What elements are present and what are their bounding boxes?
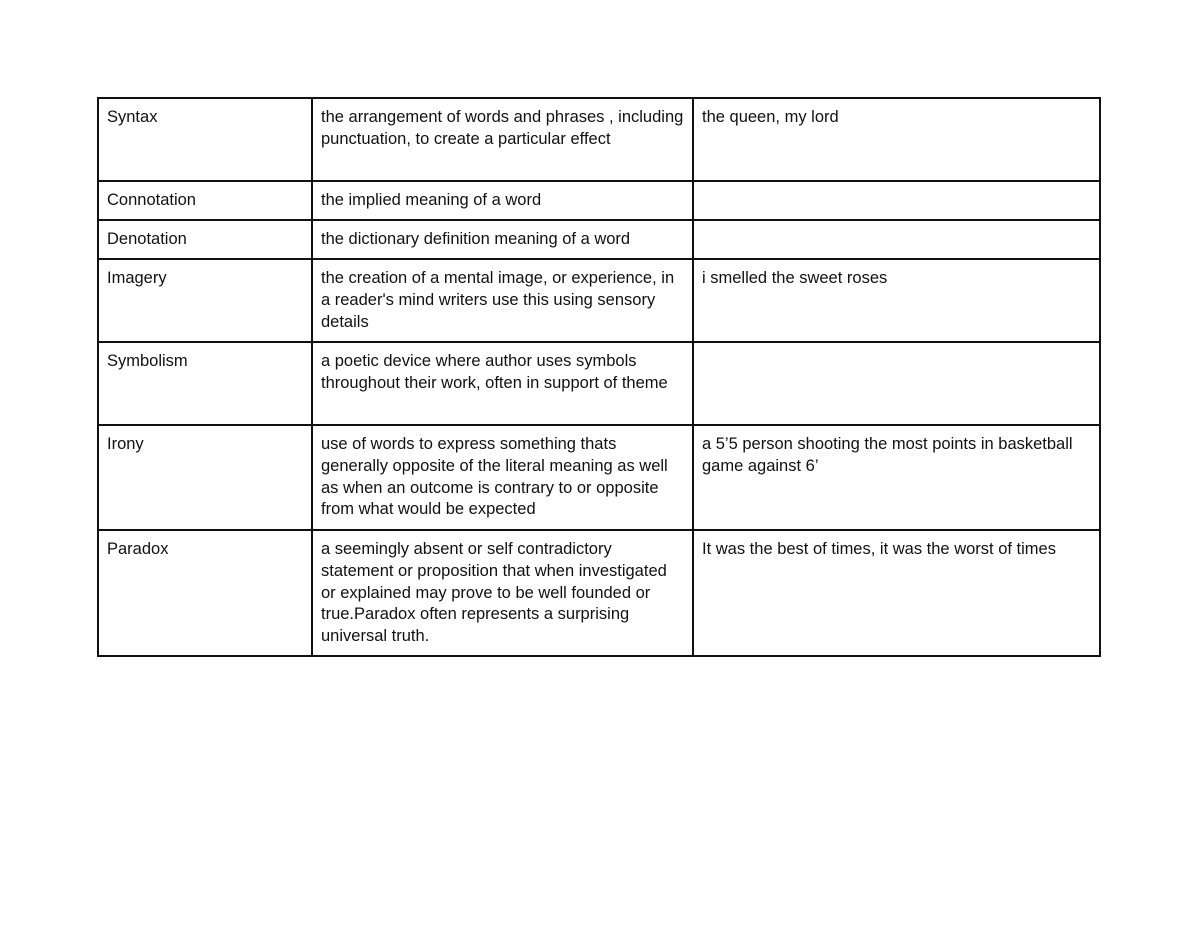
literary-terms-table [97,97,1101,657]
term-cell: Irony [98,425,312,530]
term-cell: Syntax [98,98,312,181]
example-cell: the queen, my lord [693,98,1100,181]
definition-cell: the arrangement of words and phrases , including punctuation, to create a particular effect [312,98,693,181]
table-row [98,342,1100,425]
term-cell: Imagery [98,259,312,342]
example-cell [693,220,1100,259]
table-row [98,530,1100,656]
term-cell: Denotation [98,220,312,259]
table-row [98,181,1100,220]
table-row [98,220,1100,259]
table-row [98,425,1100,530]
table-row [98,98,1100,181]
example-cell: a 5’5 person shooting the most points in basketball game against 6’ [693,425,1100,530]
definition-cell: a poetic device where author uses symbols throughout their work, often in support of theme [312,342,693,425]
example-cell: i smelled the sweet roses [693,259,1100,342]
term-cell: Paradox [98,530,312,656]
table-row [98,259,1100,342]
definition-cell: the implied meaning of a word [312,181,693,220]
example-cell [693,342,1100,425]
definition-cell: the creation of a mental image, or experience, in a reader's mind writers use this using sensory details [312,259,693,342]
example-cell [693,181,1100,220]
definition-cell: the dictionary definition meaning of a word [312,220,693,259]
term-cell: Connotation [98,181,312,220]
example-cell: It was the best of times, it was the worst of times [693,530,1100,656]
term-cell: Symbolism [98,342,312,425]
definition-cell: use of words to express something thats generally opposite of the literal meaning as well as when an outcome is contrary to or opposite from what would be expected [312,425,693,530]
definition-cell: a seemingly absent or self contradictory statement or proposition that when investigated or explained may prove to be well founded or true.Paradox often represents a surprising universal truth. [312,530,693,656]
